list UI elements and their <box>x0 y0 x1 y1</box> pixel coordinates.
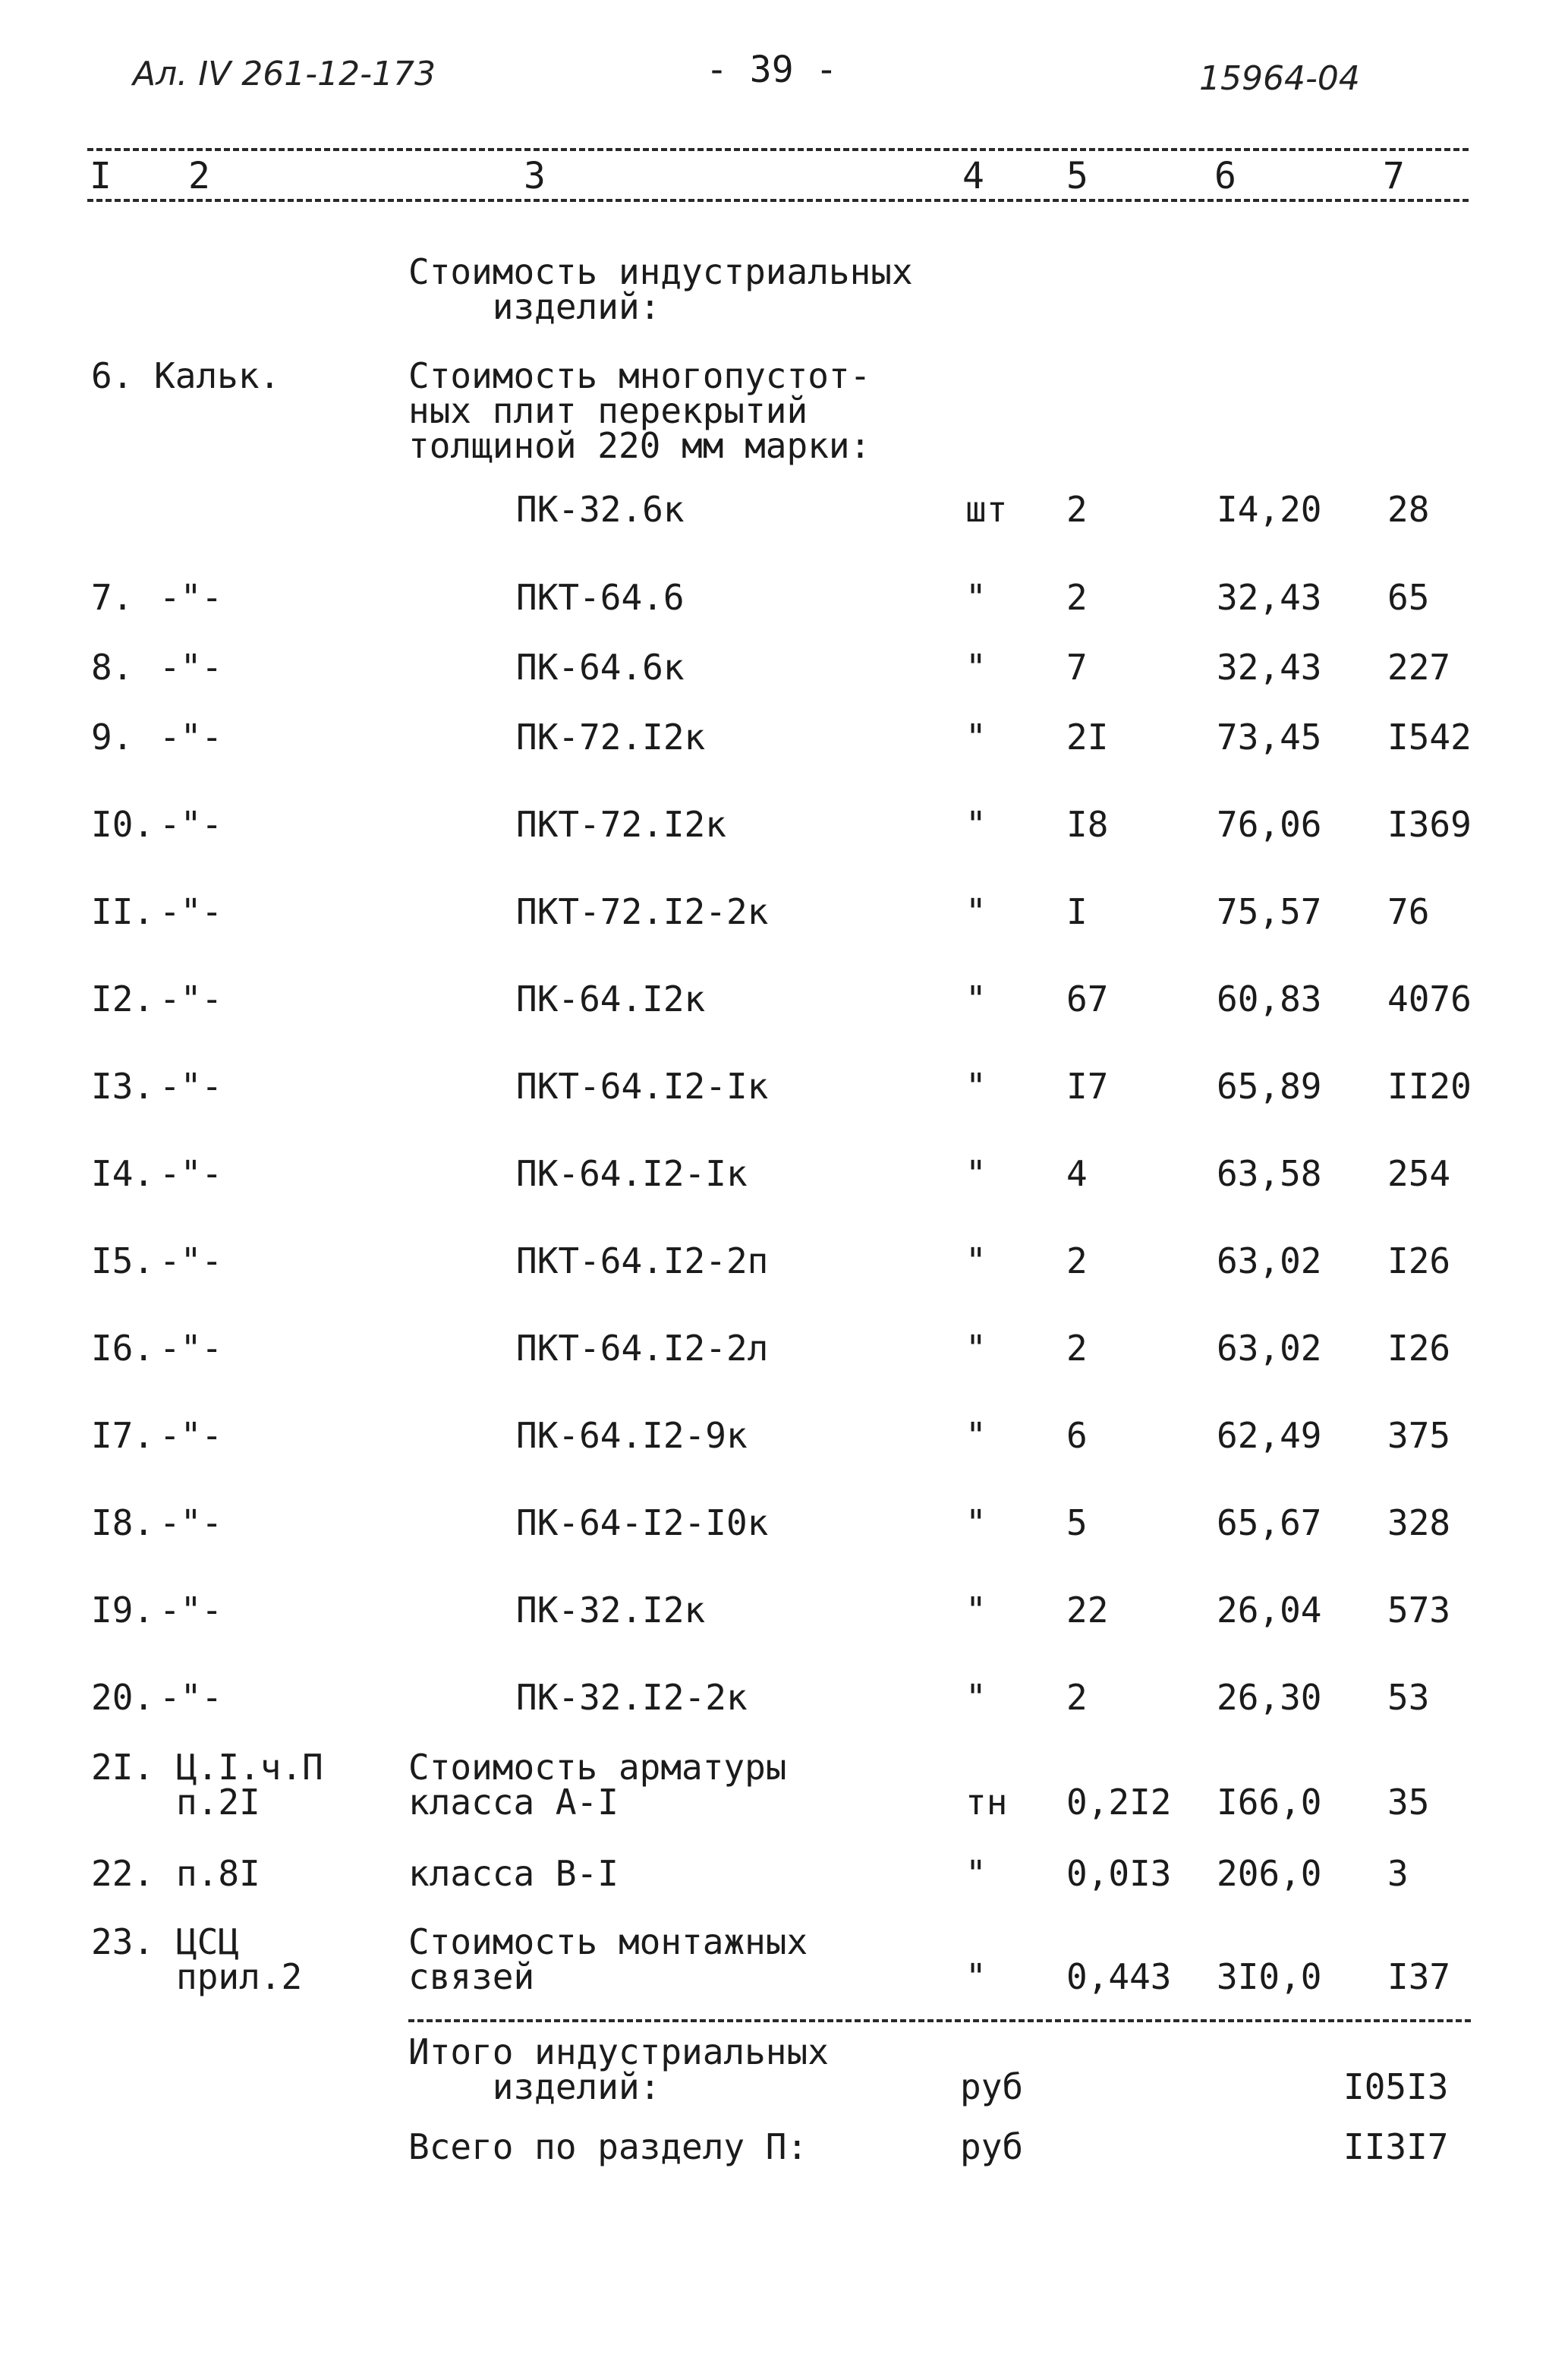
row-mark: ПК-32.I2к <box>516 1590 706 1631</box>
row-mark: ПК-64.I2к <box>516 978 706 1019</box>
row-quantity: 5 <box>1066 1502 1088 1543</box>
row-unit: " <box>965 577 987 618</box>
row-quantity: 2 <box>1066 1677 1088 1718</box>
document-code: 15964-04 <box>1199 59 1360 98</box>
row-unit: " <box>965 891 987 932</box>
row-mark: ПКТ-64.6 <box>516 577 685 618</box>
album-reference: Ал. IV 261-12-173 <box>133 55 436 93</box>
group-number: 6. Кальк. <box>91 355 281 396</box>
row-number: 9. <box>91 717 134 758</box>
row-number: I4. <box>91 1153 155 1194</box>
row-basis: -"- <box>159 1502 223 1543</box>
row-unit-price: 75,57 <box>1217 891 1322 932</box>
column-number: I <box>90 155 112 197</box>
row-total: 53 <box>1387 1677 1430 1718</box>
row-unit-price: 26,30 <box>1217 1677 1322 1718</box>
row-quantity: 4 <box>1066 1153 1088 1194</box>
row-basis: ЦСЦ прил.2 <box>176 1921 303 1997</box>
row-number: I3. <box>91 1066 155 1107</box>
row-quantity: 2 <box>1066 1240 1088 1281</box>
row-quantity: 0,443 <box>1066 1956 1172 1997</box>
group-description: Стоимость многопустот- ных плит перекрытий толщиной 220 мм марки: <box>408 355 871 466</box>
row-basis: -"- <box>159 1677 223 1718</box>
row-basis: -"- <box>159 1415 223 1456</box>
column-number: 6 <box>1214 155 1236 197</box>
row-number: I8. <box>91 1502 155 1543</box>
row-quantity: 7 <box>1066 647 1088 688</box>
row-unit: " <box>965 1240 987 1281</box>
row-basis: -"- <box>159 978 223 1019</box>
row-total: 254 <box>1387 1153 1451 1194</box>
row-total: I37 <box>1387 1956 1451 1997</box>
row-total: I369 <box>1387 804 1472 845</box>
row-basis: -"- <box>159 1066 223 1107</box>
row-basis: п.8I <box>176 1853 260 1894</box>
row-quantity: 2I <box>1066 717 1109 758</box>
row-total: 3 <box>1387 1853 1409 1894</box>
row-unit: " <box>965 1415 987 1456</box>
row-unit-price: 65,89 <box>1217 1066 1322 1107</box>
row-basis: -"- <box>159 717 223 758</box>
row-basis: Ц.I.ч.П п.2I <box>176 1747 323 1823</box>
row-mark: ПК-72.I2к <box>516 717 706 758</box>
row-quantity: 6 <box>1066 1415 1088 1456</box>
row-quantity: 2 <box>1066 1328 1088 1369</box>
row-mark: ПКТ-72.I2к <box>516 804 726 845</box>
row-quantity: 2 <box>1066 489 1088 530</box>
column-number: 4 <box>962 155 984 197</box>
row-number: 23. <box>91 1921 155 1962</box>
row-total: 573 <box>1387 1590 1451 1631</box>
column-number: 7 <box>1383 155 1405 197</box>
row-number: 22. <box>91 1853 155 1894</box>
row-number: 2I. <box>91 1747 155 1788</box>
row-number: I5. <box>91 1240 155 1281</box>
totals-rule <box>408 2019 1471 2022</box>
row-number: I7. <box>91 1415 155 1456</box>
row-unit: шт <box>965 489 1008 530</box>
row-unit-price: 76,06 <box>1217 804 1322 845</box>
row-total: I26 <box>1387 1328 1451 1369</box>
row-basis: -"- <box>159 1153 223 1194</box>
row-mark: ПК-64.I2-Iк <box>516 1153 748 1194</box>
row-quantity: 2 <box>1066 577 1088 618</box>
total-value: II3I7 <box>1343 2126 1449 2167</box>
row-unit-price: 26,04 <box>1217 1590 1322 1631</box>
row-unit: " <box>965 1502 987 1543</box>
page-number: - 39 - <box>706 49 838 91</box>
row-mark: ПК-64.I2-9к <box>516 1415 748 1456</box>
row-total: 35 <box>1387 1782 1430 1823</box>
row-unit-price: 63,58 <box>1217 1153 1322 1194</box>
total-label: Всего по разделу П: <box>408 2126 808 2167</box>
row-unit: " <box>965 1956 987 1997</box>
header-rule-top <box>87 148 1469 151</box>
column-number: 2 <box>188 155 210 197</box>
row-total: 4076 <box>1387 978 1472 1019</box>
row-mark: ПК-32.6к <box>516 489 685 530</box>
row-unit-price: 60,83 <box>1217 978 1322 1019</box>
row-total: 227 <box>1387 647 1451 688</box>
row-number: I0. <box>91 804 155 845</box>
row-mark: ПК-32.I2-2к <box>516 1677 748 1718</box>
row-total: I542 <box>1387 717 1472 758</box>
row-unit: тн <box>965 1782 1008 1823</box>
row-unit-price: 32,43 <box>1217 577 1322 618</box>
row-number: II. <box>91 891 155 932</box>
row-number: 7. <box>91 577 134 618</box>
total-label: Итого индустриальных изделий: <box>408 2031 829 2107</box>
row-quantity: 0,0I3 <box>1066 1853 1172 1894</box>
row-total: 28 <box>1387 489 1430 530</box>
row-unit: " <box>965 1066 987 1107</box>
row-unit-price: 32,43 <box>1217 647 1322 688</box>
section-title: Стоимость индустриальных изделий: <box>408 251 913 327</box>
row-quantity: I8 <box>1066 804 1109 845</box>
total-unit: руб <box>960 2066 1024 2107</box>
row-basis: -"- <box>159 647 223 688</box>
row-unit-price: 3I0,0 <box>1217 1956 1322 1997</box>
row-basis: -"- <box>159 577 223 618</box>
row-unit-price: 73,45 <box>1217 717 1322 758</box>
row-quantity: 0,2I2 <box>1066 1782 1172 1823</box>
row-basis: -"- <box>159 1240 223 1281</box>
row-total: 375 <box>1387 1415 1451 1456</box>
row-mark: ПК-64-I2-I0к <box>516 1502 769 1543</box>
row-number: I6. <box>91 1328 155 1369</box>
row-mark: ПК-64.6к <box>516 647 685 688</box>
row-unit: " <box>965 647 987 688</box>
row-basis: -"- <box>159 1328 223 1369</box>
row-total: 328 <box>1387 1502 1451 1543</box>
row-unit: " <box>965 804 987 845</box>
row-mark: ПКТ-64.I2-Iк <box>516 1066 769 1107</box>
row-total: II20 <box>1387 1066 1472 1107</box>
row-unit-price: 62,49 <box>1217 1415 1322 1456</box>
row-total: I26 <box>1387 1240 1451 1281</box>
row-unit-price: I4,20 <box>1217 489 1322 530</box>
row-basis: -"- <box>159 804 223 845</box>
row-quantity: I7 <box>1066 1066 1109 1107</box>
row-number: 20. <box>91 1677 155 1718</box>
row-number: 8. <box>91 647 134 688</box>
row-total: 76 <box>1387 891 1430 932</box>
total-unit: руб <box>960 2126 1024 2167</box>
row-basis: -"- <box>159 891 223 932</box>
row-description: класса В-I <box>408 1853 619 1894</box>
total-value: I05I3 <box>1343 2066 1449 2107</box>
row-unit-price: 63,02 <box>1217 1240 1322 1281</box>
row-total: 65 <box>1387 577 1430 618</box>
row-number: I2. <box>91 978 155 1019</box>
row-unit: " <box>965 1153 987 1194</box>
row-unit-price: 63,02 <box>1217 1328 1322 1369</box>
row-unit: " <box>965 1590 987 1631</box>
row-unit: " <box>965 1853 987 1894</box>
row-unit-price: 206,0 <box>1217 1853 1322 1894</box>
row-unit: " <box>965 1328 987 1369</box>
row-quantity: 22 <box>1066 1590 1109 1631</box>
row-basis: -"- <box>159 1590 223 1631</box>
row-description: Стоимость арматуры класса А-I <box>408 1747 787 1823</box>
row-description: Стоимость монтажных связей <box>408 1921 808 1997</box>
row-quantity: I <box>1066 891 1088 932</box>
column-number: 5 <box>1066 155 1088 197</box>
row-number: I9. <box>91 1590 155 1631</box>
row-mark: ПКТ-64.I2-2п <box>516 1240 769 1281</box>
row-unit-price: I66,0 <box>1217 1782 1322 1823</box>
row-mark: ПКТ-64.I2-2л <box>516 1328 769 1369</box>
row-quantity: 67 <box>1066 978 1109 1019</box>
row-unit-price: 65,67 <box>1217 1502 1322 1543</box>
column-number: 3 <box>524 155 546 197</box>
row-mark: ПКТ-72.I2-2к <box>516 891 769 932</box>
row-unit: " <box>965 717 987 758</box>
header-rule-bottom <box>87 199 1469 202</box>
row-unit: " <box>965 978 987 1019</box>
row-unit: " <box>965 1677 987 1718</box>
